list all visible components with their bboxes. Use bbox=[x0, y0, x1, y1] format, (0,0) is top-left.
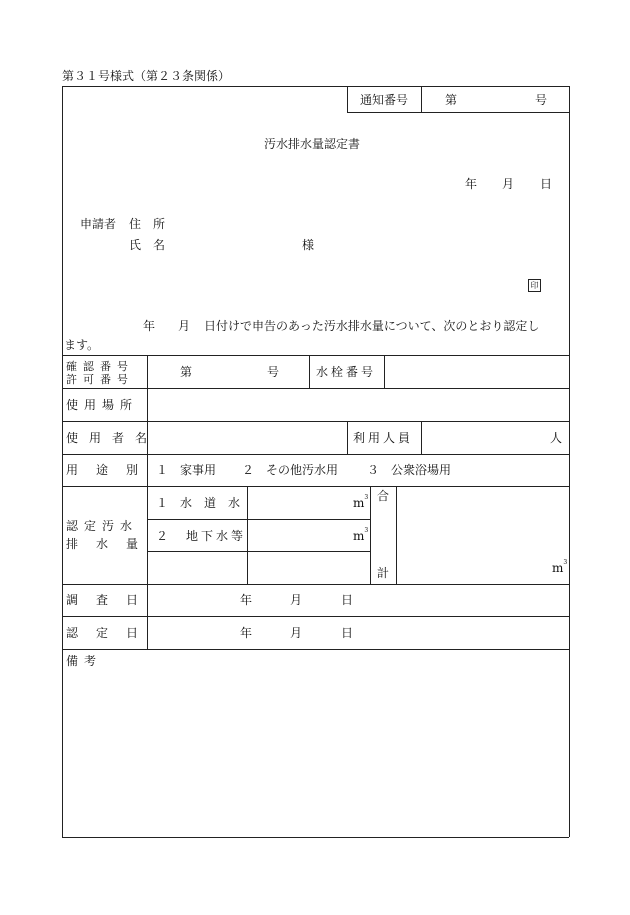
honorific-sama: 様 bbox=[302, 238, 315, 252]
body-line1: 日付けで申告のあった汚水排水量について、次のとおり認定し bbox=[204, 319, 540, 333]
volume-unit-1: $m^3$ bbox=[353, 494, 369, 510]
frame-top bbox=[62, 86, 569, 87]
remarks-label: 備考 bbox=[66, 654, 103, 668]
issue-year: 年 bbox=[465, 177, 478, 191]
volume-divider-c bbox=[396, 486, 397, 584]
volume-label-line2: 排水量 bbox=[66, 537, 157, 551]
table-line-2 bbox=[62, 388, 569, 389]
total-label-top: 合 bbox=[377, 489, 390, 503]
row1-divider-a bbox=[309, 355, 310, 388]
purpose-option-1: １ 家事用 bbox=[156, 463, 217, 477]
applicant-label: 申請者 bbox=[80, 217, 117, 231]
document-title: 汚水排水量認定書 bbox=[264, 137, 361, 151]
row1-divider-b bbox=[384, 355, 385, 388]
body-year: 年 bbox=[143, 319, 156, 333]
notification-divider-left bbox=[347, 86, 348, 112]
name-label: 氏 名 bbox=[129, 238, 166, 252]
place-of-use-label: 使用場所 bbox=[66, 398, 139, 412]
table-line-7 bbox=[62, 616, 569, 617]
issue-day: 日 bbox=[540, 177, 553, 191]
faucet-number-label: 水栓番号 bbox=[316, 365, 377, 379]
volume-label-line1: 認定汚水 bbox=[66, 519, 139, 533]
table-line-3 bbox=[62, 421, 569, 422]
volume-divider-a bbox=[247, 486, 248, 584]
users-count-unit: 人 bbox=[550, 431, 563, 445]
volume-divider-b bbox=[370, 486, 371, 584]
issue-month: 月 bbox=[502, 177, 515, 191]
volume-item-groundwater: ２ 地下水等 bbox=[156, 529, 247, 543]
frame-right bbox=[569, 86, 570, 837]
user-name-label: 使用者名 bbox=[66, 431, 159, 445]
purpose-label: 用途別 bbox=[66, 463, 157, 477]
frame-bottom bbox=[62, 837, 569, 838]
confirmation-dai: 第 bbox=[180, 365, 193, 379]
confirmation-number-label: 確認番号 bbox=[66, 360, 134, 373]
notification-label: 通知番号 bbox=[360, 93, 409, 107]
total-label-bottom: 計 bbox=[377, 566, 390, 580]
survey-day: 日 bbox=[341, 593, 354, 607]
approval-month: 月 bbox=[290, 626, 303, 640]
volume-line-1 bbox=[147, 519, 370, 520]
body-month: 月 bbox=[178, 319, 191, 333]
notification-dai: 第 bbox=[445, 93, 458, 107]
approval-year: 年 bbox=[240, 626, 253, 640]
survey-year: 年 bbox=[240, 593, 253, 607]
survey-date-label: 調査日 bbox=[66, 593, 157, 607]
confirmation-go: 号 bbox=[267, 365, 280, 379]
table-line-1 bbox=[62, 355, 569, 356]
seal-mark: 印 bbox=[528, 279, 541, 292]
survey-month: 月 bbox=[290, 593, 303, 607]
approval-day: 日 bbox=[341, 626, 354, 640]
form-number: 第３１号様式（第２３条関係） bbox=[62, 69, 231, 83]
volume-item-tap-water: １ 水 道 水 bbox=[156, 496, 241, 510]
body-line2: ます。 bbox=[64, 338, 100, 352]
frame-left bbox=[62, 86, 63, 837]
total-unit: $m^3$ bbox=[552, 559, 568, 575]
address-label: 住 所 bbox=[129, 217, 166, 231]
purpose-option-3: ３ 公衆浴場用 bbox=[367, 463, 452, 477]
notification-box-bottom bbox=[347, 112, 569, 113]
table-line-5 bbox=[62, 486, 569, 487]
volume-line-2 bbox=[147, 551, 370, 552]
purpose-option-2: ２ その他汚水用 bbox=[242, 463, 339, 477]
users-count-label: 利用人員 bbox=[353, 431, 414, 445]
volume-unit-2: $m^3$ bbox=[353, 527, 369, 543]
notification-go: 号 bbox=[535, 93, 548, 107]
table-line-4 bbox=[62, 454, 569, 455]
table-line-8 bbox=[62, 649, 569, 650]
permit-number-label: 許可番号 bbox=[66, 373, 134, 386]
table-line-6 bbox=[62, 584, 569, 585]
approval-date-label: 認定日 bbox=[66, 626, 157, 640]
notification-divider-mid bbox=[421, 86, 422, 112]
row3-divider-b bbox=[421, 421, 422, 454]
row3-divider-a bbox=[347, 421, 348, 454]
